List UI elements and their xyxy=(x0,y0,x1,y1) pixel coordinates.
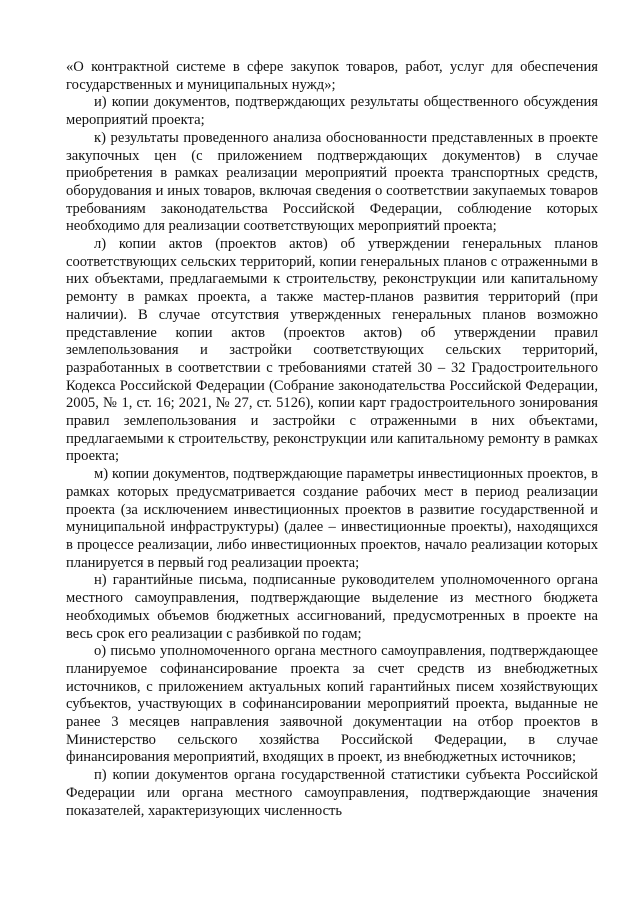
paragraph-item-k: к) результаты проведенного анализа обоснованности представленных в проекте закупочных цен (с приложением подтверждающих документов) в случае приобретения в рамках реализации мероприятий проекта транспортных средств, оборудования и иных товаров, включая сведения о соответствии закупаемых товаров требованиям законодательства Российской Федерации, соблюдение которых необходимо для реализации соответствующих мероприятий проекта; xyxy=(66,129,598,235)
paragraph-item-i: и) копии документов, подтверждающих результаты общественного обсуждения мероприятий проекта; xyxy=(66,94,598,129)
document-page xyxy=(66,59,598,820)
paragraph-item-m: м) копии документов, подтверждающие параметры инвестиционных проектов, в рамках которых предусматривается создание рабочих мест в период реализации проекта (за исключением инвестиционных проектов в развитие государственной и муниципальной инфраструктуры) (далее – инвестиционные проекты), находящихся в процессе реализации, либо инвестиционных проектов, начало реализации которых планируется в первый год реализации проекта; xyxy=(66,466,598,571)
paragraph-item-n: н) гарантийные письма, подписанные руководителем уполномоченного органа местного самоуправления, подтверждающие выделение из местного бюджета необходимых объемов бюджетных ассигнований, предусмотренных в проекте на весь срок его реализации с разбивкой по годам; xyxy=(66,572,598,642)
paragraph-item-p: п) копии документов органа государственной статистики субъекта Российской Федерации или органа местного самоуправления, подтверждающие значения показателей, характеризующих численность xyxy=(66,767,598,819)
paragraph-law-title-continuation: «О контрактной системе в сфере закупок товаров, работ, услуг для обеспечения государственных и муниципальных нужд»; xyxy=(66,59,598,93)
paragraph-item-o: о) письмо уполномоченного органа местного самоуправления, подтверждающее планируемое софинансирование проекта за счет средств из внебюджетных источников, с приложением актуальных копий гарантийных писем хозяйствующих субъектов, участвующих в софинансировании мероприятий проекта, выданные не ранее 3 месяцев направления заявочной документации на отбор проектов в Министерство сельского хозяйства Российской Федерации, в случае финансирования мероприятий, входящих в проект, из внебюджетных источников; xyxy=(66,643,598,766)
paragraph-item-l: л) копии актов (проектов актов) об утверждении генеральных планов соответствующих сельских территорий, копии генеральных планов с отраженными в них объектами, предлагаемыми к строительству, реконструкции или капитальному ремонту в рамках проекта, а также мастер-планов развития территорий (при наличии). В случае отсутствия утвержденных генеральных планов возможно представление копии актов (проектов актов) об утверждении правил землепользования и застройки соответствующих сельских территорий, разработанных в соответствии с требованиями статей 30 – 32 Градостроительного Кодекса Российской Федерации (Собрание законодательства Российской Федерации, 2005, № 1, ст. 16; 2021, № 27, ст. 5126), копии карт градостроительного зонирования правил землепользования и застройки с отраженными в них объектами, предлагаемыми к строительству, реконструкции или капитальному ремонту в рамках проекта; xyxy=(66,236,598,465)
